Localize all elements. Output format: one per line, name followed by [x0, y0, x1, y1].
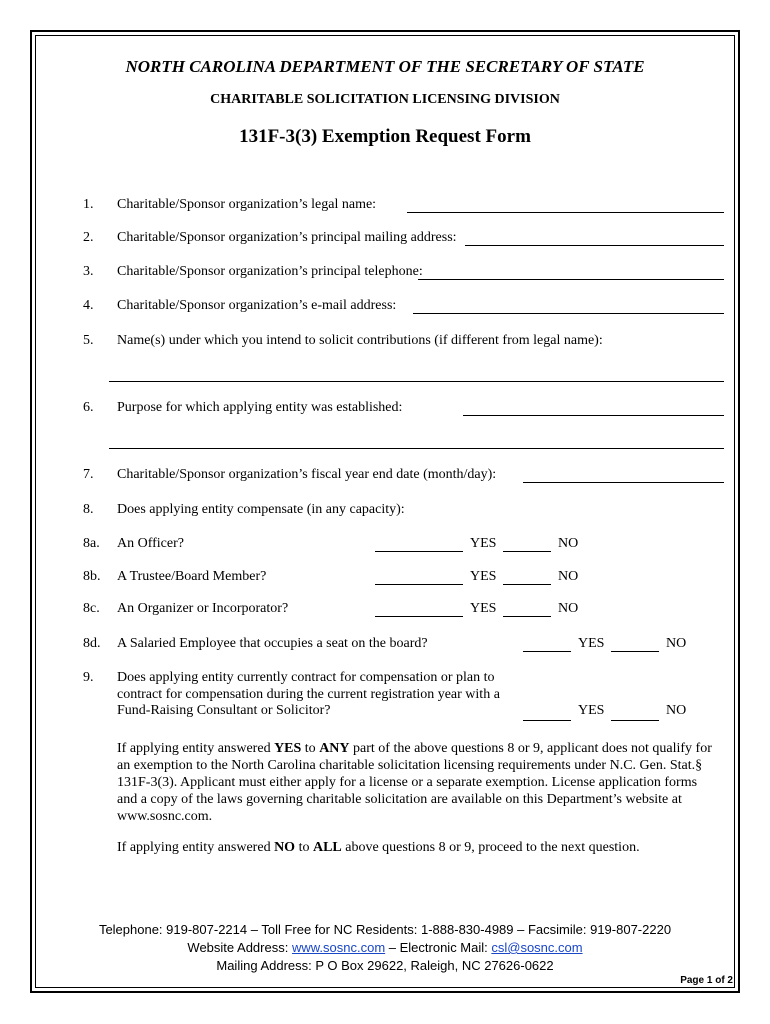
yes-label: YES [578, 703, 605, 718]
question-text: Charitable/Sponsor organization’s principal telephone: [117, 264, 423, 279]
question-text: A Trustee/Board Member? [117, 569, 267, 584]
question-number: 3. [83, 264, 94, 279]
purpose-field-line2[interactable] [109, 448, 724, 449]
question-number: 8a. [83, 536, 100, 551]
question-number: 8b. [83, 569, 101, 584]
no-blank[interactable] [503, 551, 551, 552]
yes-blank[interactable] [375, 616, 463, 617]
emphasis-yes: YES [274, 741, 302, 756]
question-number: 7. [83, 467, 94, 482]
legal-name-field[interactable] [407, 212, 724, 213]
yes-label: YES [470, 536, 497, 551]
question-number: 2. [83, 230, 94, 245]
solicit-names-field[interactable] [109, 381, 724, 382]
footer-web-line [0, 940, 770, 955]
question-text: Purpose for which applying entity was established: [117, 400, 403, 415]
text-run: If applying entity answered [117, 741, 275, 756]
text-run: If applying entity answered [117, 840, 275, 855]
question-text-line3: Fund-Raising Consultant or Solicitor? [117, 703, 331, 718]
emphasis-any: ANY [319, 741, 350, 756]
telephone-field[interactable] [418, 279, 724, 280]
no-blank[interactable] [611, 651, 659, 652]
question-text: Charitable/Sponsor organization’s e-mail address: [117, 298, 397, 313]
no-blank[interactable] [503, 616, 551, 617]
question-text-line1: Does applying entity currently contract for compensation or plan to [117, 670, 495, 685]
yes-blank[interactable] [375, 551, 463, 552]
fiscal-year-end-field[interactable] [523, 482, 724, 483]
question-number: 9. [83, 670, 94, 685]
question-text: An Officer? [117, 536, 184, 551]
mailing-address-field[interactable] [465, 245, 724, 246]
question-text: Name(s) under which you intend to solicit contributions (if different from legal name): [117, 333, 603, 348]
website-label: Website Address: [187, 940, 292, 955]
email-label: – Electronic Mail: [385, 940, 492, 955]
question-number: 5. [83, 333, 94, 348]
email-field[interactable] [413, 313, 724, 314]
text-run: above questions 8 or 9, proceed to the next question. [341, 840, 640, 855]
question-text: Does applying entity compensate (in any capacity): [117, 502, 405, 517]
emphasis-no: NO [274, 840, 296, 855]
yes-label: YES [470, 601, 497, 616]
yes-label: YES [470, 569, 497, 584]
question-text: Charitable/Sponsor organization’s legal name: [117, 197, 377, 212]
yes-blank[interactable] [375, 584, 463, 585]
text-run: part of the above questions 8 or 9, applicant does not qualify for an exemption to the North Carolina charitable solicitation licensing requirements under N.C. Gen. Stat.§ 131F-3(3). Applicant must either apply for a license or a separate exemption. License application forms and a copy of the laws governing charitable solicitation are available on this Department’s website at www.sosnc.com. [117, 741, 712, 824]
email-link[interactable]: csl@sosnc.com [491, 940, 583, 955]
no-blank[interactable] [611, 720, 659, 721]
emphasis-all: ALL [312, 840, 342, 855]
question-text: An Organizer or Incorporator? [117, 601, 289, 616]
department-title: NORTH CAROLINA DEPARTMENT OF THE SECRETARY OF STATE [125, 57, 645, 76]
no-label: NO [558, 601, 579, 616]
no-label: NO [558, 569, 579, 584]
instruction-paragraph-yes [117, 740, 717, 825]
question-number: 8d. [83, 636, 101, 651]
form-title: 131F-3(3) Exemption Request Form [239, 126, 531, 147]
yes-blank[interactable] [523, 720, 571, 721]
footer-contact-line: Telephone: 919-807-2214 – Toll Free for NC Residents: 1-888-830-4989 – Facsimile: 919-807-2220 [98, 922, 672, 937]
no-label: NO [666, 703, 687, 718]
question-text: Charitable/Sponsor organization’s principal mailing address: [117, 230, 457, 245]
division-title: CHARITABLE SOLICITATION LICENSING DIVISION [210, 92, 560, 107]
footer-mailing-line: Mailing Address: P O Box 29622, Raleigh, NC 27626-0622 [216, 958, 554, 973]
text-run: to [295, 840, 313, 855]
no-label: NO [558, 536, 579, 551]
question-number: 1. [83, 197, 94, 212]
yes-label: YES [578, 636, 605, 651]
website-link[interactable]: www.sosnc.com [291, 940, 386, 955]
yes-blank[interactable] [523, 651, 571, 652]
question-text: Charitable/Sponsor organization’s fiscal year end date (month/day): [117, 467, 497, 482]
question-number: 8. [83, 502, 94, 517]
text-run: to [301, 741, 320, 756]
question-number: 4. [83, 298, 94, 313]
no-blank[interactable] [503, 584, 551, 585]
instruction-paragraph-no [117, 839, 717, 856]
no-label: NO [666, 636, 687, 651]
page-number: Page 1 of 2 [680, 975, 733, 986]
purpose-field[interactable] [463, 415, 724, 416]
question-number: 6. [83, 400, 94, 415]
question-number: 8c. [83, 601, 100, 616]
question-text: A Salaried Employee that occupies a seat on the board? [117, 636, 428, 651]
question-text-line2: contract for compensation during the current registration year with a [117, 687, 500, 702]
